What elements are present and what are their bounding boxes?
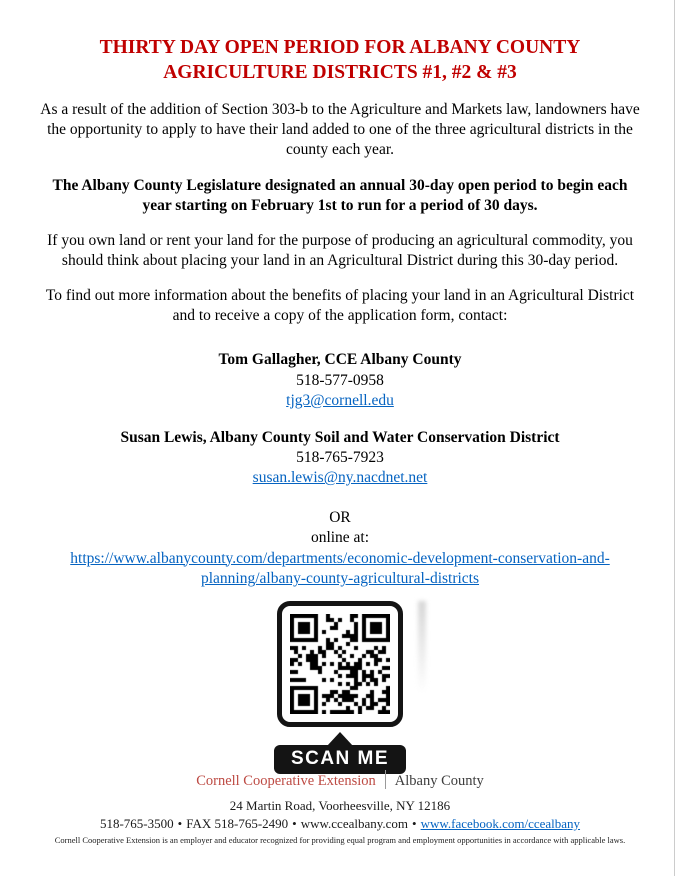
- or-block: [0, 508, 680, 590]
- or-label: OR: [329, 509, 351, 527]
- cce-logo-org: Cornell Cooperative Extension: [196, 773, 376, 789]
- paragraph-intro: As a result of the addition of Section 303-b to the Agriculture and Markets law, landowners have the opportunity to apply to have their land added to one of the three agricultural districts in the county each year.: [40, 101, 640, 159]
- flyer-title: [30, 36, 650, 85]
- footer-address: 24 Martin Road, Voorheesville, NY 12186: [229, 798, 451, 813]
- qr-section: [0, 601, 680, 774]
- footer-disclaimer: Cornell Cooperative Extension is an employer and educator recognized for providing equal program and employment opportunities in accordance with applicable laws.: [54, 835, 626, 845]
- contact-tom-gallagher: [0, 350, 680, 410]
- email-link-tom[interactable]: tjg3@cornell.edu: [286, 391, 394, 409]
- footer-website: www.ccealbany.com: [300, 816, 409, 831]
- logo-divider: [385, 770, 386, 789]
- online-at-label: online at:: [310, 529, 370, 547]
- bullet-separator: •: [177, 816, 183, 831]
- qr-code-icon: [290, 614, 390, 714]
- title-line-2: AGRICULTURE DISTRICTS #1, #2 & #3: [163, 61, 517, 83]
- footer-phone-number: 518-765-3500: [99, 816, 174, 831]
- facebook-link[interactable]: www.facebook.com/ccealbany: [420, 816, 581, 831]
- paragraph-more-info: To find out more information about the benefits of placing your land in an Agricultural District and to receive a copy of the application form, contact:: [45, 287, 635, 325]
- contact-susan-lewis: [0, 428, 680, 488]
- contact-phone: 518-577-0958: [296, 371, 384, 389]
- contact-phone: 518-765-7923: [296, 448, 384, 466]
- paragraph-eligibility: If you own land or rent your land for the purpose of producing an agricultural commodity, you should think about placing your land in an Agricultural District during this 30-day period.: [47, 231, 633, 269]
- scan-me-pointer: [327, 732, 353, 746]
- contact-name: Tom Gallagher, CCE Albany County: [218, 351, 462, 369]
- cce-logo: [0, 770, 680, 790]
- title-line-1: THIRTY DAY OPEN PERIOD FOR ALBANY COUNTY: [99, 37, 581, 58]
- email-link-susan[interactable]: susan.lewis@ny.nacdnet.net: [252, 469, 428, 487]
- footer-contact-line: [0, 816, 680, 832]
- contact-name: Susan Lewis, Albany County Soil and Water Conservation District: [120, 428, 560, 446]
- page-edge-line: [674, 0, 675, 876]
- scan-me-badge: SCAN ME: [274, 745, 406, 774]
- cce-logo-county: Albany County: [394, 773, 484, 789]
- paragraph-open-period: The Albany County Legislature designated an annual 30-day open period to begin each year starting on February 1st to run for a period of 30 days.: [52, 176, 628, 214]
- bullet-separator: •: [412, 816, 417, 831]
- bullet-separator: •: [292, 816, 297, 831]
- footer-fax: FAX 518-765-2490: [186, 816, 289, 831]
- ag-districts-url-link[interactable]: https://www.albanycounty.com/departments/economic-development-conservation-and-planning/albany-county-agricultural-districts: [70, 549, 610, 588]
- qr-code-frame: [277, 601, 403, 727]
- flyer-footer: [0, 770, 680, 845]
- scan-artifact: [418, 601, 426, 693]
